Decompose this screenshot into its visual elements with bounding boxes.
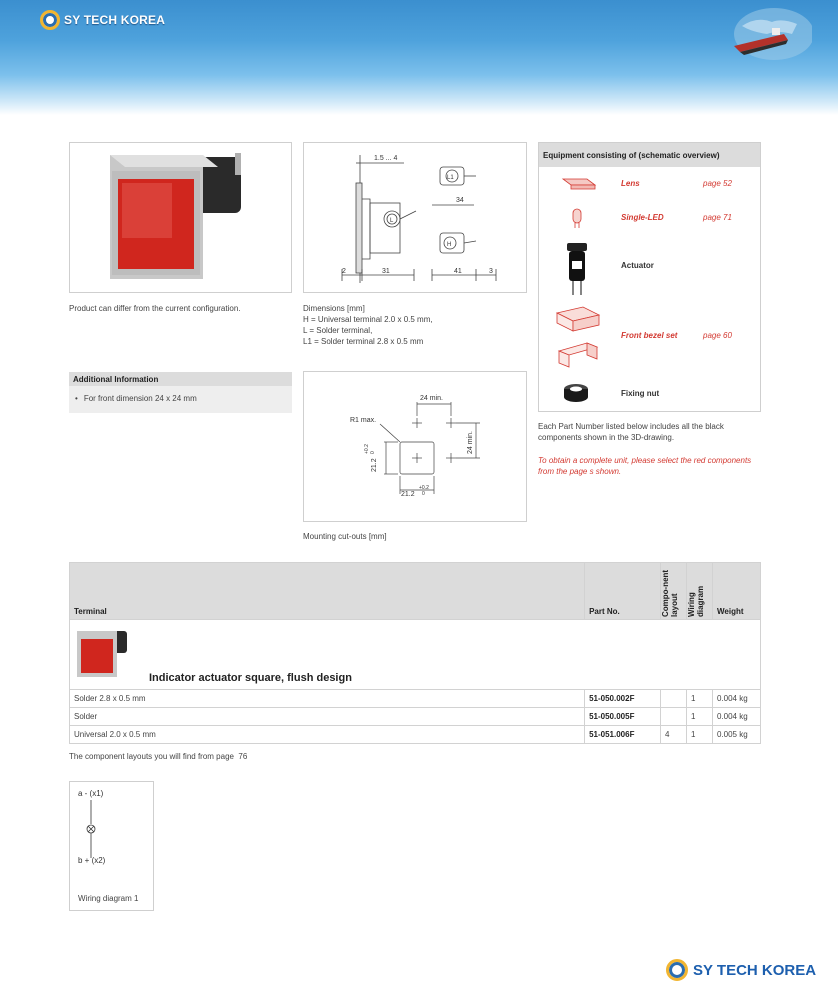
- additional-info-title: Additional Information: [69, 372, 292, 386]
- brand-name: SY TECH KOREA: [64, 13, 166, 27]
- dim-3-label: 3: [489, 268, 493, 275]
- equipment-item-led: [539, 205, 761, 231]
- footer-logo[interactable]: [666, 959, 816, 981]
- col-weight: Weight: [712, 563, 760, 620]
- cell-weight: 0.004 kg: [712, 690, 760, 708]
- cell-terminal: Solder: [70, 708, 585, 726]
- col-component-layout-label: Compo-nent layout: [661, 569, 680, 617]
- equipment-note: Each Part Number listed below includes all the black components shown in the 3D-drawing.: [538, 422, 724, 442]
- brand-logo[interactable]: [40, 10, 165, 30]
- dimensions-caption-line: Dimensions [mm]: [303, 304, 365, 313]
- dim-34-label: 34: [456, 197, 464, 204]
- table-row[interactable]: [70, 708, 761, 726]
- cell-wiring: 1: [687, 708, 713, 726]
- equipment-name: Actuator: [621, 261, 654, 270]
- cell-terminal: Solder 2.8 x 0.5 mm: [70, 690, 585, 708]
- equipment-note-red: To obtain a complete unit, please select the red components from the page s shown.: [538, 456, 752, 476]
- equipment-item-actuator: [539, 239, 761, 299]
- product-caption: Product can differ from the current configuration.: [69, 304, 241, 313]
- col-component-layout: [661, 563, 687, 620]
- parts-table: [69, 562, 761, 744]
- cell-layout: [661, 690, 687, 708]
- component-layout-note: The component layouts you will find from page 76: [69, 752, 248, 761]
- additional-info-panel: [69, 372, 292, 413]
- cell-part-no: 51-050.005F: [585, 708, 661, 726]
- dim-41-label: 41: [454, 268, 462, 275]
- col-wiring-diagram: [687, 563, 713, 620]
- logo-ring-icon: [40, 10, 60, 30]
- dimensions-caption: [303, 303, 433, 347]
- equipment-title: Equipment consisting of (schematic overview): [539, 143, 760, 167]
- group-cell: [70, 620, 761, 690]
- col-terminal: Terminal: [70, 563, 585, 620]
- bullet-icon: •: [75, 394, 78, 403]
- cutout-tol-bottom-zero: 0: [422, 491, 425, 497]
- wiring-top-label: a - (x1): [78, 789, 104, 798]
- dimensions-caption-line: H = Universal terminal 2.0 x 0.5 mm,: [303, 315, 433, 324]
- table-row[interactable]: [70, 726, 761, 744]
- cutout-panel: [303, 371, 527, 522]
- cell-part-no: 51-050.002F: [585, 690, 661, 708]
- dim-l1-label: L1: [447, 175, 454, 181]
- bezel-icon: [553, 305, 603, 371]
- cutout-tol-side-zero: 0: [370, 451, 376, 454]
- table-group-row: [70, 620, 761, 690]
- wiring-bottom-label: b + (x2): [78, 856, 106, 865]
- wiring-diagram-panel: [69, 781, 154, 911]
- dimensions-panel: [303, 142, 527, 293]
- cutout-212-side: 21.2: [371, 458, 378, 472]
- cell-layout: [661, 708, 687, 726]
- equipment-page-link[interactable]: page 60: [703, 331, 732, 340]
- equipment-name[interactable]: Lens: [621, 179, 640, 188]
- cell-weight: 0.004 kg: [712, 708, 760, 726]
- cutout-drawing: [304, 372, 528, 523]
- lamp-symbol-icon: [80, 800, 110, 860]
- product-photo: [70, 143, 293, 294]
- cell-part-no: 51-051.006F: [585, 726, 661, 744]
- additional-info-text: For front dimension 24 x 24 mm: [83, 394, 197, 403]
- cell-weight: 0.005 kg: [712, 726, 760, 744]
- globe-ship-icon: [712, 4, 812, 68]
- col-part-no: Part No.: [585, 563, 661, 620]
- header-banner: [0, 0, 838, 115]
- cutout-212-bottom: 21.2: [401, 491, 415, 498]
- table-header-row: [70, 563, 761, 620]
- product-thumbnail: [73, 627, 133, 681]
- col-wiring-diagram-label: Wiring diagram: [687, 585, 705, 617]
- equipment-name[interactable]: Front bezel set: [621, 331, 678, 340]
- dim-31-label: 31: [382, 268, 390, 275]
- lens-icon: [559, 173, 599, 195]
- equipment-name[interactable]: Single-LED: [621, 213, 664, 222]
- additional-info-bullet: [69, 386, 292, 403]
- led-icon: [569, 207, 585, 229]
- equipment-item-lens: [539, 171, 761, 197]
- equipment-name: Fixing nut: [621, 389, 660, 398]
- cutout-24min-side: 24 min.: [467, 431, 474, 454]
- table-row[interactable]: [70, 690, 761, 708]
- dimensions-caption-line: L1 = Solder terminal 2.8 x 0.5 mm: [303, 337, 424, 346]
- logo-ring-icon: [666, 959, 688, 981]
- equipment-page-link[interactable]: page 71: [703, 213, 732, 222]
- cutout-tol-side: +0.2: [364, 444, 370, 454]
- product-photo-panel: [69, 142, 292, 293]
- fixing-nut-icon: [561, 381, 591, 405]
- equipment-item-nut: [539, 379, 761, 407]
- cell-wiring: 1: [687, 726, 713, 744]
- cell-wiring: 1: [687, 690, 713, 708]
- cutout-caption: Mounting cut-outs [mm]: [303, 532, 387, 541]
- dim-top-label: 1.5 ... 4: [374, 155, 398, 162]
- dimension-drawing: [304, 143, 528, 294]
- cutout-r1-label: R1 max.: [350, 417, 377, 424]
- dim-l-label: L: [390, 218, 394, 224]
- equipment-item-bezel: [539, 303, 761, 373]
- dimensions-caption-line: L = Solder terminal,: [303, 326, 373, 335]
- cutout-24min-top: 24 min.: [420, 395, 443, 402]
- equipment-page-link[interactable]: page 52: [703, 179, 732, 188]
- actuator-icon: [563, 241, 591, 297]
- cell-layout: 4: [661, 726, 687, 744]
- group-title: Indicator actuator square, flush design: [149, 672, 352, 684]
- dim-2-label: 2: [342, 268, 346, 275]
- cell-terminal: Universal 2.0 x 0.5 mm: [70, 726, 585, 744]
- cutout-tol-bottom: +0.2: [419, 485, 429, 491]
- footer-brand: SY TECH KOREA: [693, 961, 817, 979]
- equipment-panel: [538, 142, 761, 412]
- dim-h-label: H: [447, 242, 452, 248]
- wiring-caption: Wiring diagram 1: [78, 894, 139, 903]
